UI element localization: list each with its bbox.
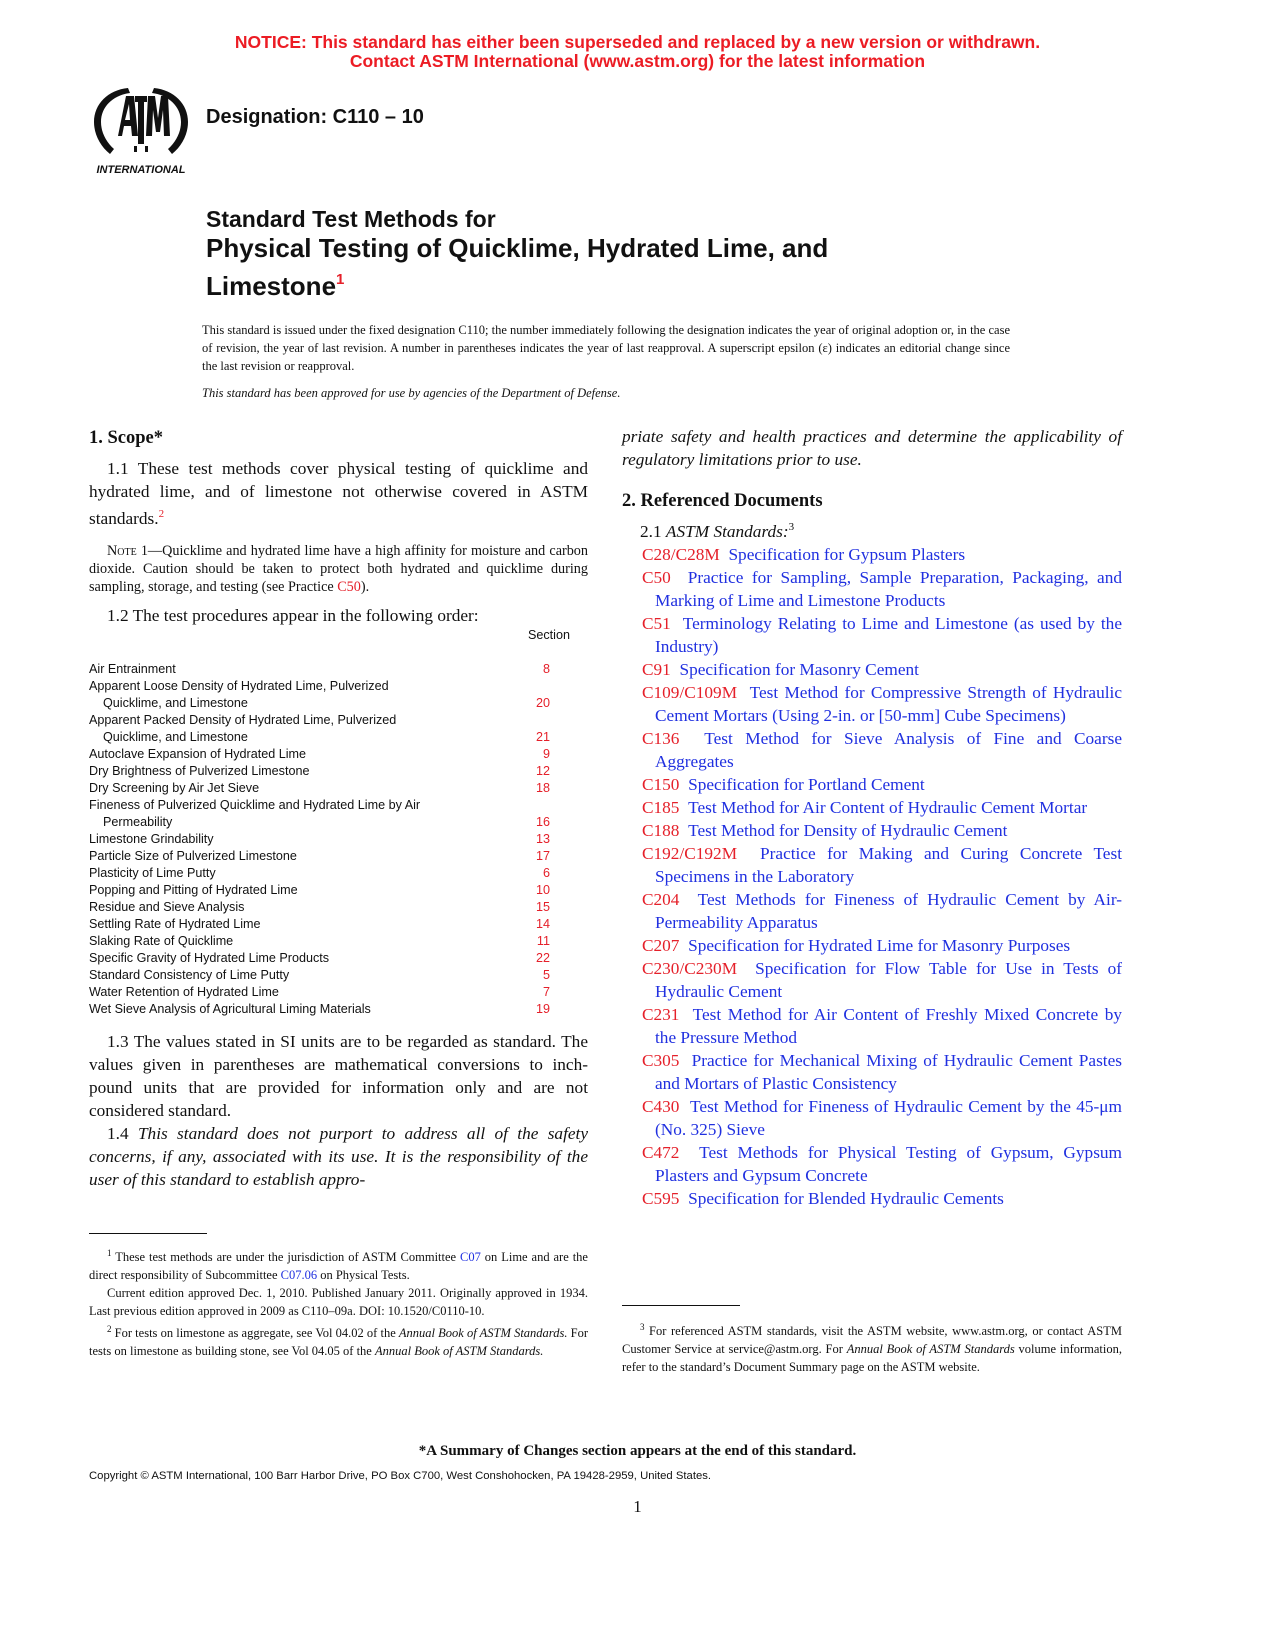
toc-row xyxy=(89,763,588,780)
referenced-standard[interactable] xyxy=(622,842,1122,888)
toc-row xyxy=(89,695,588,712)
standard-code-link[interactable]: C192/C192M xyxy=(642,843,738,863)
standard-title-link[interactable]: Specification for Masonry Cement xyxy=(679,659,919,679)
toc-item-label: Permeability xyxy=(103,814,173,829)
toc-section-number[interactable]: 22 xyxy=(535,950,550,965)
referenced-standard[interactable] xyxy=(622,957,1122,1003)
toc-row xyxy=(89,933,588,950)
toc-row xyxy=(89,661,588,678)
toc-row xyxy=(89,729,588,746)
referenced-standard[interactable] xyxy=(622,796,1122,819)
toc-section-number[interactable]: 19 xyxy=(535,1001,550,1016)
toc-header-section: Section xyxy=(527,627,570,642)
toc-section-number[interactable]: 6 xyxy=(542,865,550,880)
toc-row xyxy=(89,984,588,1001)
page-number: 1 xyxy=(633,1497,642,1516)
referenced-standard[interactable] xyxy=(622,1141,1122,1187)
scope-heading: 1. Scope* xyxy=(89,428,163,448)
standard-code-link[interactable]: C595 xyxy=(642,1188,680,1208)
toc-section-number[interactable]: 14 xyxy=(535,916,550,931)
astm-logo xyxy=(88,84,194,178)
standard-code-link[interactable]: C136 xyxy=(642,728,680,748)
standard-code-link[interactable]: C51 xyxy=(642,613,671,633)
left-footnotes xyxy=(89,1233,588,1360)
notice-line-1: NOTICE: This standard has either been superseded and replaced by a new version or withdrawn. xyxy=(234,32,1041,52)
referenced-documents-heading: 2. Referenced Documents xyxy=(622,491,823,511)
toc-section-number[interactable]: 5 xyxy=(542,967,550,982)
toc-section-number[interactable]: 8 xyxy=(542,661,550,676)
toc-section-number[interactable]: 16 xyxy=(535,814,550,829)
standard-title-link[interactable]: Specification for Hydrated Lime for Masonry Purposes xyxy=(688,935,1071,955)
toc-item-label: Quicklime, and Limestone xyxy=(103,729,248,744)
toc-row xyxy=(89,848,588,865)
toc-row xyxy=(89,950,588,967)
title-line-2: Physical Testing of Quicklime, Hydrated Lime, and xyxy=(206,233,829,263)
toc-row xyxy=(89,865,588,882)
standard-title-link[interactable]: Test Methods for Fineness of Hydraulic Cement by Air-Permeability Apparatus xyxy=(655,889,1122,932)
toc-item-label: Wet Sieve Analysis of Agricultural Liming Materials xyxy=(89,1001,371,1016)
referenced-standard[interactable] xyxy=(622,1003,1122,1049)
approved-statement: This standard has been approved for use by agencies of the Department of Defense. xyxy=(202,386,621,400)
copyright: Copyright © ASTM International, 100 Barr Harbor Drive, PO Box C700, West Conshohocken, PA 19428-2959, United States. xyxy=(89,1470,712,1482)
para-1-4: 1.4 This standard does not purport to address all of the safety concerns, if any, associated with its use. It is the responsibility of the user of this standard to establish appro- xyxy=(89,1123,589,1189)
standard-title-link[interactable]: Test Method for Density of Hydraulic Cement xyxy=(688,820,1008,840)
toc-row xyxy=(89,1001,588,1018)
note-link-c50[interactable]: C50 xyxy=(337,578,361,595)
standard-code-link[interactable]: C185 xyxy=(642,797,680,817)
withdrawal-notice xyxy=(0,33,1275,71)
standard-code-link[interactable]: C28/C28M xyxy=(642,544,720,564)
summary-of-changes-note: *A Summary of Changes section appears at the end of this standard. xyxy=(418,1443,857,1459)
right-column xyxy=(622,425,1123,1375)
standard-title-link[interactable]: Practice for Sampling, Sample Preparation, Packaging, and Marking of Lime and Limestone Products xyxy=(655,567,1122,610)
referenced-standard[interactable] xyxy=(622,612,1122,658)
standard-code-link[interactable]: C188 xyxy=(642,820,680,840)
toc-item-label: Limestone Grindability xyxy=(89,831,214,846)
referenced-standard[interactable] xyxy=(622,1049,1122,1095)
committee-link-c07[interactable]: C07 xyxy=(460,1250,481,1265)
standard-title-link[interactable]: Specification for Portland Cement xyxy=(688,774,925,794)
standard-title-link[interactable]: Specification for Flow Table for Use in Tests of Hydraulic Cement xyxy=(655,958,1123,1001)
left-column xyxy=(89,425,589,1359)
footnote-1: $^1$ These test methods are under the jurisdiction of ASTM Committee C07 on Lime and are the direct responsibility of Subcommittee C07.06 on Physical Tests. xyxy=(89,1248,588,1283)
standard-code-link[interactable]: C207 xyxy=(642,935,680,955)
para-1-1: 1.1 These test methods cover physical testing of quicklime and hydrated lime, and of limestone not otherwise covered in ASTM standards.$^2$ xyxy=(89,459,588,528)
toc-section-number[interactable]: 7 xyxy=(542,984,550,999)
toc-item-label: Autoclave Expansion of Hydrated Lime xyxy=(89,746,307,761)
toc-item-label: Plasticity of Lime Putty xyxy=(89,865,216,880)
referenced-standard[interactable] xyxy=(622,681,1122,727)
toc-section-number[interactable]: 11 xyxy=(536,933,550,948)
toc-item-label: Residue and Sieve Analysis xyxy=(89,899,245,914)
toc-section-number[interactable]: 21 xyxy=(535,729,550,744)
toc-section-number[interactable]: 17 xyxy=(535,848,550,863)
referenced-standard[interactable] xyxy=(622,819,1122,842)
para-1-3: 1.3 The values stated in SI units are to be regarded as standard. The values given in parentheses are mathematical conversions to inch-pound units that are provided for information only and are not considered standard. xyxy=(89,1031,588,1120)
notice-line-2: Contact ASTM International (www.astm.org) for the latest information xyxy=(349,51,926,71)
toc-item-label: Specific Gravity of Hydrated Lime Products xyxy=(89,950,330,965)
standard-title-link[interactable]: Practice for Making and Curing Concrete Test Specimens in the Laboratory xyxy=(655,843,1123,886)
toc-item-label: Dry Screening by Air Jet Sieve xyxy=(89,780,260,795)
standard-code-link[interactable]: C230/C230M xyxy=(642,958,738,978)
standard-title-link[interactable]: Terminology Relating to Lime and Limestone (as used by the Industry) xyxy=(655,613,1122,656)
standard-code-link[interactable]: C150 xyxy=(642,774,680,794)
toc-item-label: Standard Consistency of Lime Putty xyxy=(89,967,290,982)
referenced-standard[interactable] xyxy=(622,727,1122,773)
standard-code-link[interactable]: C430 xyxy=(642,1096,680,1116)
toc-row xyxy=(89,780,588,797)
procedure-table xyxy=(89,627,588,1018)
toc-item-label: Apparent Packed Density of Hydrated Lime, Pulverized xyxy=(89,712,397,727)
toc-row xyxy=(89,797,588,814)
para-1-4-continued: priate safety and health practices and determine the applicability of regulatory limitations prior to use. xyxy=(622,427,1122,469)
toc-row xyxy=(89,899,588,916)
referenced-standard[interactable] xyxy=(622,658,1122,681)
toc-item-label: Quicklime, and Limestone xyxy=(103,695,248,710)
standard-title-link[interactable]: Test Method for Air Content of Freshly Mixed Concrete by the Pressure Method xyxy=(655,1004,1122,1047)
standard-title-link[interactable]: Test Methods for Physical Testing of Gypsum, Gypsum Plasters and Gypsum Concrete xyxy=(655,1142,1123,1185)
title-footnote-mark[interactable]: 1 xyxy=(336,271,345,288)
toc-row xyxy=(89,916,588,933)
footnote-3: $^3$ For referenced ASTM standards, visit the ASTM website, www.astm.org, or contact ASTM Customer Service at service@astm.org. For Annual Book of ASTM Standards volume information, refer to the standard’s Document Summary page on the ASTM website. xyxy=(622,1322,1122,1375)
standard-code-link[interactable]: C305 xyxy=(642,1050,680,1070)
toc-section-number[interactable]: 12 xyxy=(535,763,550,778)
toc-section-number[interactable]: 20 xyxy=(535,695,550,710)
toc-section-number[interactable]: 15 xyxy=(535,899,550,914)
standard-title-link[interactable]: Specification for Blended Hydraulic Cements xyxy=(688,1188,1004,1208)
referenced-standard[interactable] xyxy=(622,1095,1122,1141)
document-title xyxy=(206,205,828,302)
referenced-standard[interactable] xyxy=(622,543,1122,566)
standard-title-link[interactable]: Test Method for Fineness of Hydraulic Cement by the 45-μm (No. 325) Sieve xyxy=(655,1096,1122,1139)
svg-text:INTERNATIONAL: INTERNATIONAL xyxy=(96,164,186,176)
referenced-standard[interactable] xyxy=(622,773,1122,796)
title-line-3: Limestone$^1$ xyxy=(206,271,345,301)
standard-title-link[interactable]: Test Method for Compressive Strength of Hydraulic Cement Mortars (Using 2-in. or [50-mm] Cube Specimens) xyxy=(655,682,1123,725)
footnote-1-edition: Current edition approved Dec. 1, 2010. Published January 2011. Originally approved in 1934. Last previous edition approved in 2009 as C110–09a. DOI: 10.1520/C0110-10. xyxy=(89,1286,588,1319)
standard-code-link[interactable]: C204 xyxy=(642,889,680,909)
referenced-standard[interactable] xyxy=(622,934,1122,957)
referenced-standards-list xyxy=(622,543,1122,1210)
designation: Designation: C110 – 10 xyxy=(206,106,424,128)
standard-title-link[interactable]: Practice for Mechanical Mixing of Hydraulic Cement Pastes and Mortars of Plastic Consistency xyxy=(655,1050,1123,1093)
toc-rows xyxy=(89,661,588,1018)
toc-section-number[interactable]: 10 xyxy=(535,882,550,897)
toc-item-label: Slaking Rate of Quicklime xyxy=(89,933,234,948)
toc-item-label: Popping and Pitting of Hydrated Lime xyxy=(89,882,298,897)
issued-statement: This standard is issued under the fixed designation C110; the number immediately following the designation indicates the year of original adoption or, in the case of revision, the year of last revision. A number in parentheses indicates the year of last reapproval. A superscript epsilon (ε) indicates an editorial change since the last revision or reapproval. xyxy=(202,323,1010,373)
toc-section-number[interactable]: 13 xyxy=(535,831,550,846)
standard-code-link[interactable]: C472 xyxy=(642,1142,680,1162)
toc-section-number[interactable]: 18 xyxy=(535,780,550,795)
toc-row xyxy=(89,746,588,763)
note-1: Note 1—Quicklime and hydrated lime have a high affinity for moisture and carbon dioxide. Caution should be taken to protect both hydrated and quicklime during sampling, storage, and testing (see Practice C50). xyxy=(89,542,588,595)
standard-title-link[interactable]: Test Method for Air Content of Hydraulic Cement Mortar xyxy=(688,797,1088,817)
standard-code-link[interactable]: C91 xyxy=(642,659,671,679)
toc-item-label: Particle Size of Pulverized Limestone xyxy=(89,848,297,863)
para-2-1: 2.1 ASTM Standards:$^3$ xyxy=(640,521,795,541)
toc-item-label: Settling Rate of Hydrated Lime xyxy=(89,916,261,931)
right-footnotes xyxy=(622,1305,1122,1376)
toc-item-label: Apparent Loose Density of Hydrated Lime, Pulverized xyxy=(89,678,389,693)
title-line-1: Standard Test Methods for xyxy=(206,206,496,232)
subcommittee-link-c07-06[interactable]: C07.06 xyxy=(280,1268,318,1283)
footnote-ref-2[interactable]: 2 xyxy=(158,508,165,520)
referenced-standard[interactable] xyxy=(622,566,1122,612)
standard-title-link[interactable]: Test Method for Sieve Analysis of Fine and Coarse Aggregates xyxy=(655,728,1123,771)
standard-title-link[interactable]: Specification for Gypsum Plasters xyxy=(728,544,966,564)
toc-item-label: Air Entrainment xyxy=(89,661,176,676)
toc-row xyxy=(89,678,588,695)
referenced-standard[interactable] xyxy=(622,888,1122,934)
referenced-standard[interactable] xyxy=(622,1187,1122,1210)
toc-item-label: Water Retention of Hydrated Lime xyxy=(89,984,279,999)
toc-row xyxy=(89,967,588,984)
standard-code-link[interactable]: C231 xyxy=(642,1004,680,1024)
toc-row xyxy=(89,814,588,831)
standard-code-link[interactable]: C109/C109M xyxy=(642,682,738,702)
toc-item-label: Dry Brightness of Pulverized Limestone xyxy=(89,763,310,778)
toc-row xyxy=(89,712,588,729)
para-1-2: 1.2 The test procedures appear in the following order: xyxy=(107,605,479,625)
footnote-2: $^2$ For tests on limestone as aggregate, see Vol 04.02 of the Annual Book of ASTM Standards. For tests on limestone as building stone, see Vol 04.05 of the Annual Book of ASTM Standards. xyxy=(89,1324,588,1359)
toc-row xyxy=(89,882,588,899)
toc-section-number[interactable]: 9 xyxy=(542,746,550,761)
toc-item-label: Fineness of Pulverized Quicklime and Hydrated Lime by Air xyxy=(89,797,421,812)
toc-row xyxy=(89,831,588,848)
standard-code-link[interactable]: C50 xyxy=(642,567,671,587)
